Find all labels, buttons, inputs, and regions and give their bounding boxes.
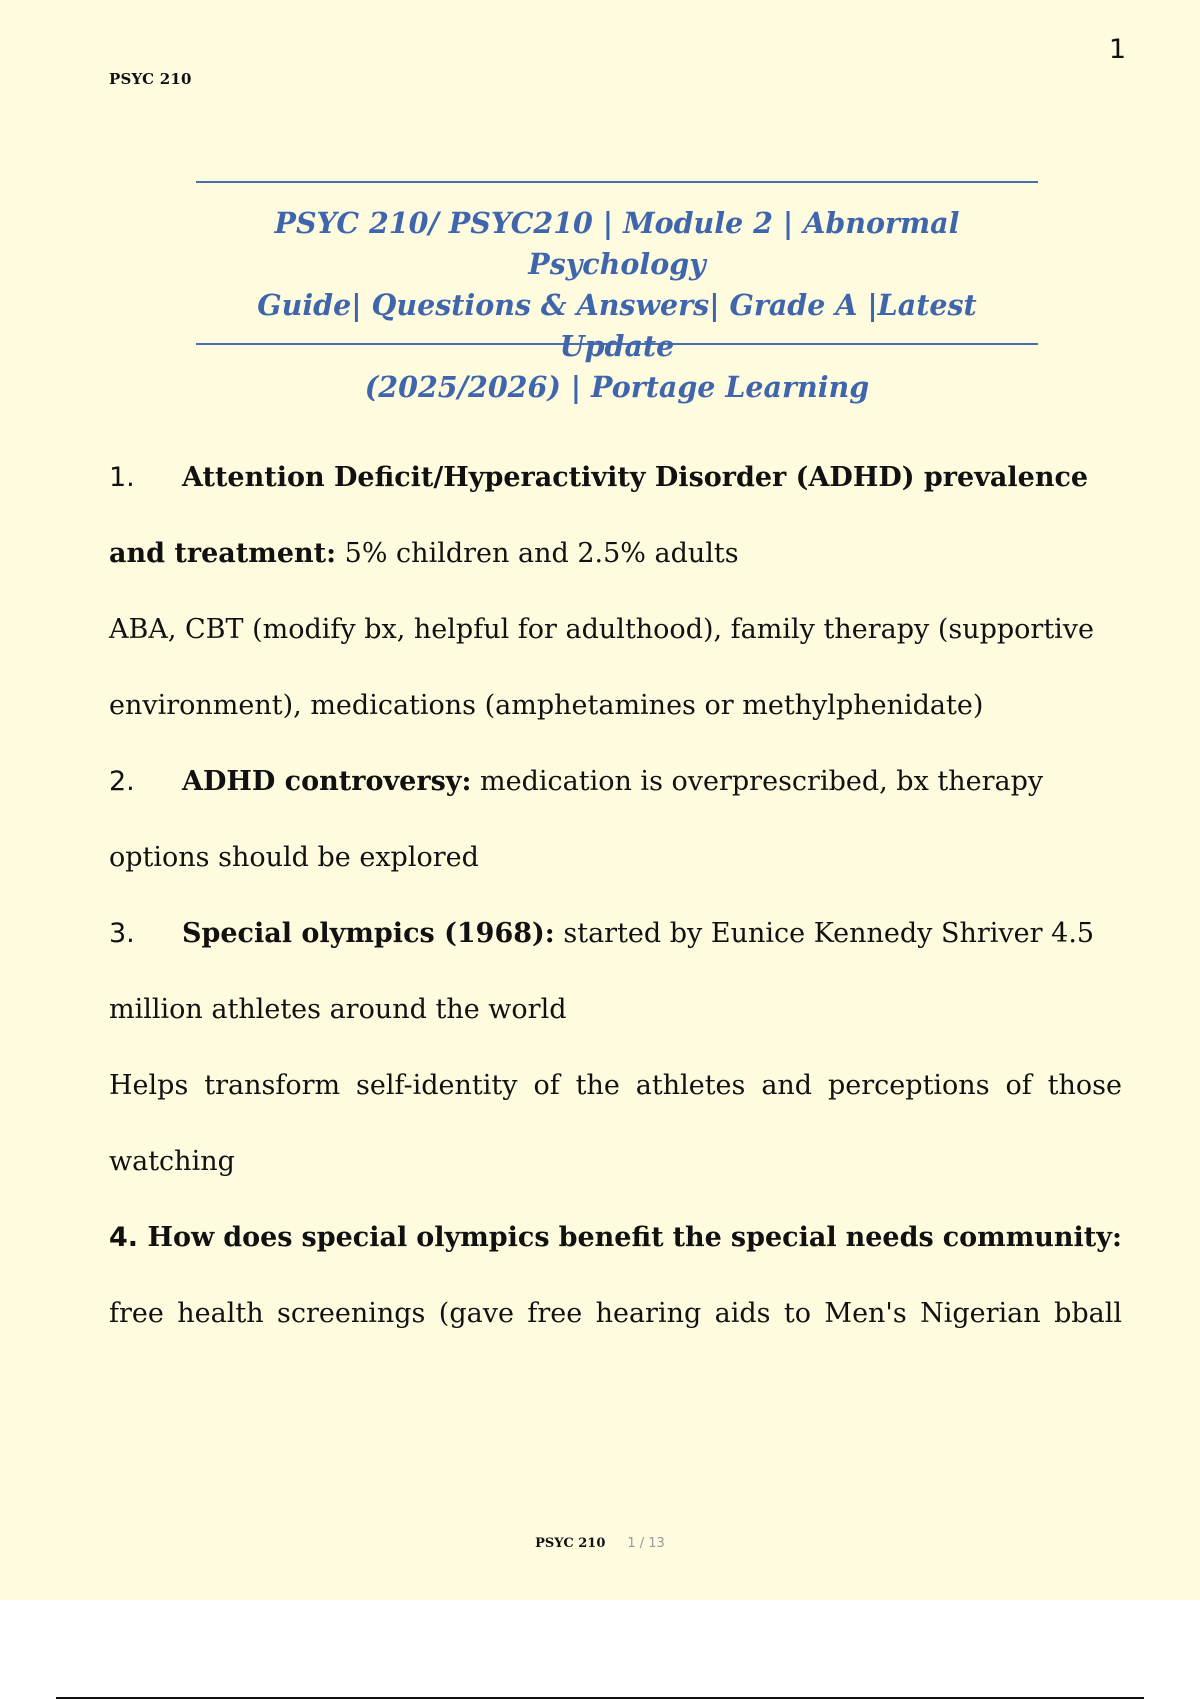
item-number: 4. <box>109 1222 139 1253</box>
next-page-rule <box>56 1697 1144 1699</box>
page-number: 1 <box>1108 34 1126 65</box>
item-1-line-2 <box>109 516 739 592</box>
word: Men's <box>824 1298 907 1329</box>
item-heading: ADHD controversy: <box>182 766 472 797</box>
word: health <box>177 1298 264 1329</box>
item-4-line-1 <box>109 1200 1122 1276</box>
word: How <box>147 1222 215 1253</box>
word: self-identity <box>356 1070 518 1101</box>
item-3-line-2: million athletes around the world <box>109 994 567 1025</box>
word: the <box>575 1070 620 1101</box>
item-1-line-4: environment), medications (amphetamines or methylphenidate) <box>109 690 984 721</box>
word: community: <box>942 1222 1122 1253</box>
item-text: started by Eunice Kennedy Shriver 4.5 <box>554 918 1095 949</box>
word: transform <box>204 1070 341 1101</box>
item-2-line-1 <box>109 744 1043 820</box>
word: (gave <box>438 1298 514 1329</box>
title-line-1: PSYC 210/ PSYC210 | Module 2 | Abnormal Psychology <box>274 206 960 281</box>
item-heading: Special olympics (1968): <box>182 918 555 949</box>
page-footer <box>0 1536 1200 1551</box>
word: Nigerian <box>920 1298 1041 1329</box>
word: aids <box>714 1298 771 1329</box>
document-title <box>196 203 1038 408</box>
word: hearing <box>595 1298 702 1329</box>
word: and <box>761 1070 813 1101</box>
item-3-line-3 <box>109 1048 1122 1124</box>
item-number: 2. <box>109 766 135 797</box>
item-text: medication is overprescribed, bx therapy <box>471 766 1044 797</box>
word: olympics <box>416 1222 550 1253</box>
footer-course-label: PSYC 210 <box>535 1536 606 1551</box>
word: needs <box>845 1222 934 1253</box>
word: those <box>1047 1070 1122 1101</box>
item-number: 1. <box>109 462 135 493</box>
word: free <box>109 1298 164 1329</box>
item-1-line-1 <box>109 440 1088 516</box>
word: of <box>1005 1070 1032 1101</box>
item-2-line-2: options should be explored <box>109 842 479 873</box>
item-3-line-1 <box>109 896 1094 972</box>
item-text: 5% children and 2.5% adults <box>336 538 739 569</box>
running-header: PSYC 210 <box>109 70 192 88</box>
item-3-line-4: watching <box>109 1146 235 1177</box>
word: Helps <box>109 1070 189 1101</box>
item-4-line-2 <box>109 1276 1122 1352</box>
word: does <box>223 1222 293 1253</box>
title-line-2: Guide| Questions & Answers| Grade A |Latest Update <box>257 288 977 363</box>
title-line-3: (2025/2026) | Portage Learning <box>364 370 870 404</box>
word: perceptions <box>828 1070 990 1101</box>
word: benefit <box>558 1222 664 1253</box>
item-1-line-3: ABA, CBT (modify bx, helpful for adulthood), family therapy (supportive <box>109 614 1095 645</box>
word: athletes <box>635 1070 746 1101</box>
word: bball <box>1054 1298 1122 1329</box>
word: of <box>533 1070 560 1101</box>
word: screenings <box>276 1298 426 1329</box>
item-heading: Attention Deficit/Hyperactivity Disorder (ADHD) prevalence <box>182 462 1089 493</box>
word: free <box>527 1298 583 1329</box>
title-block <box>196 181 1038 404</box>
footer-page-indicator: 1 / 13 <box>627 1536 665 1551</box>
item-number: 3. <box>109 918 135 949</box>
word: special <box>301 1222 408 1253</box>
word: the <box>672 1222 722 1253</box>
word <box>109 1200 214 1276</box>
word: to <box>783 1298 812 1329</box>
word: special <box>730 1222 837 1253</box>
item-heading: and treatment: <box>109 538 337 569</box>
